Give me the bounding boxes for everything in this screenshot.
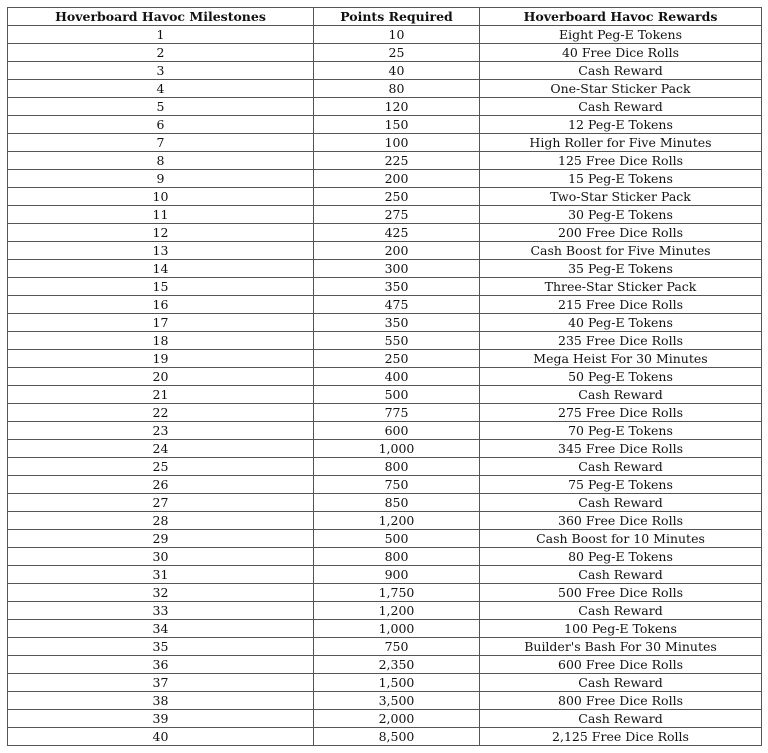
milestone-cell: 29 xyxy=(8,530,314,548)
table-row xyxy=(8,458,762,476)
table-row xyxy=(8,44,762,62)
milestones-table xyxy=(7,7,762,746)
reward-cell: 15 Peg-E Tokens xyxy=(480,170,762,188)
reward-cell: Cash Reward xyxy=(480,386,762,404)
reward-cell: 40 Free Dice Rolls xyxy=(480,44,762,62)
table-row xyxy=(8,404,762,422)
table-row xyxy=(8,692,762,710)
points-cell: 750 xyxy=(314,476,480,494)
points-cell: 250 xyxy=(314,188,480,206)
points-cell: 1,000 xyxy=(314,620,480,638)
milestone-cell: 10 xyxy=(8,188,314,206)
milestone-cell: 40 xyxy=(8,728,314,746)
reward-cell: Cash Reward xyxy=(480,98,762,116)
milestone-cell: 25 xyxy=(8,458,314,476)
milestone-cell: 28 xyxy=(8,512,314,530)
milestone-cell: 30 xyxy=(8,548,314,566)
points-cell: 500 xyxy=(314,530,480,548)
points-cell: 8,500 xyxy=(314,728,480,746)
milestone-cell: 34 xyxy=(8,620,314,638)
table-row xyxy=(8,260,762,278)
table-row xyxy=(8,134,762,152)
reward-cell: Three-Star Sticker Pack xyxy=(480,278,762,296)
reward-cell: Cash Boost for Five Minutes xyxy=(480,242,762,260)
milestone-cell: 20 xyxy=(8,368,314,386)
table-row xyxy=(8,440,762,458)
table-row xyxy=(8,224,762,242)
reward-cell: One-Star Sticker Pack xyxy=(480,80,762,98)
table-row xyxy=(8,206,762,224)
points-cell: 80 xyxy=(314,80,480,98)
table-row xyxy=(8,278,762,296)
table-row xyxy=(8,170,762,188)
reward-cell: Cash Reward xyxy=(480,458,762,476)
points-cell: 300 xyxy=(314,260,480,278)
reward-cell: Cash Boost for 10 Minutes xyxy=(480,530,762,548)
milestone-cell: 16 xyxy=(8,296,314,314)
points-cell: 10 xyxy=(314,26,480,44)
table-row xyxy=(8,530,762,548)
points-cell: 3,500 xyxy=(314,692,480,710)
points-cell: 1,750 xyxy=(314,584,480,602)
table-body xyxy=(8,26,762,746)
table-row xyxy=(8,80,762,98)
milestone-cell: 22 xyxy=(8,404,314,422)
table-row xyxy=(8,602,762,620)
header-rewards: Hoverboard Havoc Rewards xyxy=(480,8,762,26)
milestone-cell: 3 xyxy=(8,62,314,80)
milestone-cell: 23 xyxy=(8,422,314,440)
points-cell: 40 xyxy=(314,62,480,80)
points-cell: 475 xyxy=(314,296,480,314)
reward-cell: 360 Free Dice Rolls xyxy=(480,512,762,530)
milestone-cell: 38 xyxy=(8,692,314,710)
reward-cell: 12 Peg-E Tokens xyxy=(480,116,762,134)
reward-cell: 600 Free Dice Rolls xyxy=(480,656,762,674)
table-row xyxy=(8,26,762,44)
points-cell: 1,200 xyxy=(314,602,480,620)
milestone-cell: 1 xyxy=(8,26,314,44)
milestone-cell: 14 xyxy=(8,260,314,278)
reward-cell: 50 Peg-E Tokens xyxy=(480,368,762,386)
reward-cell: 70 Peg-E Tokens xyxy=(480,422,762,440)
reward-cell: 40 Peg-E Tokens xyxy=(480,314,762,332)
points-cell: 400 xyxy=(314,368,480,386)
reward-cell: Cash Reward xyxy=(480,710,762,728)
table-row xyxy=(8,98,762,116)
points-cell: 600 xyxy=(314,422,480,440)
table-row xyxy=(8,422,762,440)
milestone-cell: 2 xyxy=(8,44,314,62)
milestone-cell: 15 xyxy=(8,278,314,296)
milestone-cell: 21 xyxy=(8,386,314,404)
points-cell: 150 xyxy=(314,116,480,134)
table-row xyxy=(8,152,762,170)
milestone-cell: 39 xyxy=(8,710,314,728)
table-row xyxy=(8,656,762,674)
milestone-cell: 7 xyxy=(8,134,314,152)
reward-cell: 235 Free Dice Rolls xyxy=(480,332,762,350)
points-cell: 2,000 xyxy=(314,710,480,728)
milestone-cell: 13 xyxy=(8,242,314,260)
points-cell: 225 xyxy=(314,152,480,170)
table-row xyxy=(8,314,762,332)
reward-cell: 345 Free Dice Rolls xyxy=(480,440,762,458)
reward-cell: Builder's Bash For 30 Minutes xyxy=(480,638,762,656)
reward-cell: Eight Peg-E Tokens xyxy=(480,26,762,44)
reward-cell: 75 Peg-E Tokens xyxy=(480,476,762,494)
milestone-cell: 4 xyxy=(8,80,314,98)
points-cell: 350 xyxy=(314,278,480,296)
reward-cell: Mega Heist For 30 Minutes xyxy=(480,350,762,368)
points-cell: 800 xyxy=(314,548,480,566)
milestone-cell: 8 xyxy=(8,152,314,170)
points-cell: 2,350 xyxy=(314,656,480,674)
table-row xyxy=(8,638,762,656)
milestone-cell: 5 xyxy=(8,98,314,116)
milestone-cell: 12 xyxy=(8,224,314,242)
table-row xyxy=(8,728,762,746)
reward-cell: 500 Free Dice Rolls xyxy=(480,584,762,602)
table-row xyxy=(8,116,762,134)
milestone-cell: 9 xyxy=(8,170,314,188)
table-row xyxy=(8,494,762,512)
table-row xyxy=(8,296,762,314)
milestone-cell: 18 xyxy=(8,332,314,350)
table-header xyxy=(8,8,762,26)
milestone-cell: 32 xyxy=(8,584,314,602)
table-row xyxy=(8,584,762,602)
milestone-cell: 31 xyxy=(8,566,314,584)
points-cell: 900 xyxy=(314,566,480,584)
points-cell: 850 xyxy=(314,494,480,512)
reward-cell: 275 Free Dice Rolls xyxy=(480,404,762,422)
milestone-cell: 37 xyxy=(8,674,314,692)
points-cell: 550 xyxy=(314,332,480,350)
points-cell: 250 xyxy=(314,350,480,368)
header-row xyxy=(8,8,762,26)
header-milestones: Hoverboard Havoc Milestones xyxy=(8,8,314,26)
milestone-cell: 36 xyxy=(8,656,314,674)
reward-cell: 215 Free Dice Rolls xyxy=(480,296,762,314)
points-cell: 350 xyxy=(314,314,480,332)
milestone-cell: 17 xyxy=(8,314,314,332)
header-points-required: Points Required xyxy=(314,8,480,26)
table-row xyxy=(8,332,762,350)
points-cell: 120 xyxy=(314,98,480,116)
points-cell: 200 xyxy=(314,170,480,188)
reward-cell: Cash Reward xyxy=(480,566,762,584)
table-row xyxy=(8,566,762,584)
table-row xyxy=(8,188,762,206)
table-row xyxy=(8,350,762,368)
table-row xyxy=(8,242,762,260)
milestone-cell: 24 xyxy=(8,440,314,458)
points-cell: 750 xyxy=(314,638,480,656)
milestone-cell: 35 xyxy=(8,638,314,656)
milestone-cell: 6 xyxy=(8,116,314,134)
table-row xyxy=(8,710,762,728)
reward-cell: 125 Free Dice Rolls xyxy=(480,152,762,170)
table-row xyxy=(8,620,762,638)
reward-cell: 200 Free Dice Rolls xyxy=(480,224,762,242)
reward-cell: Cash Reward xyxy=(480,494,762,512)
points-cell: 1,200 xyxy=(314,512,480,530)
table-row xyxy=(8,674,762,692)
table-row xyxy=(8,386,762,404)
points-cell: 775 xyxy=(314,404,480,422)
reward-cell: Cash Reward xyxy=(480,674,762,692)
points-cell: 100 xyxy=(314,134,480,152)
reward-cell: High Roller for Five Minutes xyxy=(480,134,762,152)
points-cell: 800 xyxy=(314,458,480,476)
reward-cell: 2,125 Free Dice Rolls xyxy=(480,728,762,746)
reward-cell: 30 Peg-E Tokens xyxy=(480,206,762,224)
points-cell: 200 xyxy=(314,242,480,260)
points-cell: 425 xyxy=(314,224,480,242)
table-row xyxy=(8,368,762,386)
points-cell: 1,500 xyxy=(314,674,480,692)
milestone-cell: 26 xyxy=(8,476,314,494)
table-row xyxy=(8,62,762,80)
reward-cell: 800 Free Dice Rolls xyxy=(480,692,762,710)
points-cell: 1,000 xyxy=(314,440,480,458)
reward-cell: Cash Reward xyxy=(480,602,762,620)
points-cell: 500 xyxy=(314,386,480,404)
table-row xyxy=(8,512,762,530)
table-row xyxy=(8,476,762,494)
reward-cell: 100 Peg-E Tokens xyxy=(480,620,762,638)
table-row xyxy=(8,548,762,566)
milestone-cell: 19 xyxy=(8,350,314,368)
points-cell: 25 xyxy=(314,44,480,62)
milestones-table-container xyxy=(7,7,761,746)
reward-cell: Two-Star Sticker Pack xyxy=(480,188,762,206)
milestone-cell: 11 xyxy=(8,206,314,224)
reward-cell: 80 Peg-E Tokens xyxy=(480,548,762,566)
reward-cell: 35 Peg-E Tokens xyxy=(480,260,762,278)
reward-cell: Cash Reward xyxy=(480,62,762,80)
points-cell: 275 xyxy=(314,206,480,224)
milestone-cell: 33 xyxy=(8,602,314,620)
milestone-cell: 27 xyxy=(8,494,314,512)
